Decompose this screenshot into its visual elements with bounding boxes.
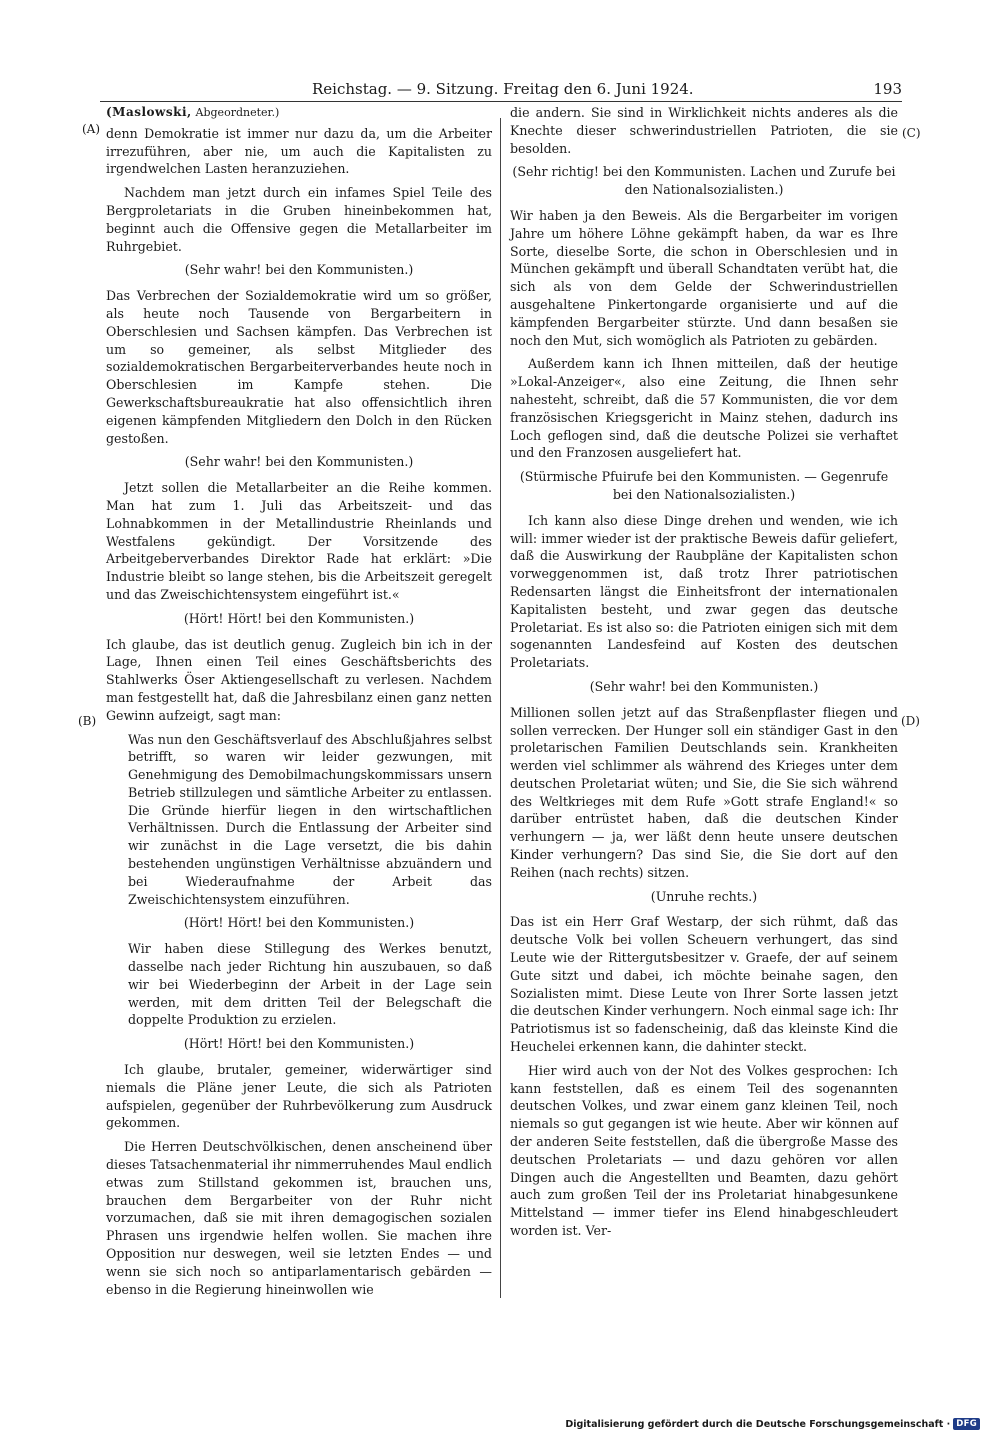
footer-credit <box>565 1418 980 1430</box>
speaker-line <box>106 104 492 122</box>
column-divider <box>500 118 501 1298</box>
interjection: (Hört! Hört! bei den Kommunisten.) <box>183 610 415 626</box>
interjection: (Stürmische Pfuirufe bei den Kommunisten. — Gegenrufe bei den Nationalsozialisten.) <box>519 469 889 502</box>
dfg-logo: DFG <box>953 1418 980 1430</box>
paragraph: denn Demokratie ist immer nur dazu da, um die Arbeiter irrezuführen, aber nie, um auch die Kapitalisten zu irgendwelchen Lasten heranzuziehen. <box>106 125 492 177</box>
interjection: (Sehr wahr! bei den Kommunisten.) <box>184 454 414 470</box>
interjection: (Sehr wahr! bei den Kommunisten.) <box>589 678 819 694</box>
paragraph: Das ist ein Herr Graf Westarp, der sich rühmt, daß das deutsche Volk bei vollen Scheuern verhungert, das sind Leute wie der Rittergutsbesitzer v. Graefe, der auf seinem Gute sitzt und dabei, ich möchte beinahe sagen, den Sozialisten mimt. Diese Leute von Ihrer Sorte lassen jetzt die deutschen Kinder verhungern. Noch einmal sage ich: Ihr Patriotismus ist so fadenscheinig, daß das kleinste Kind die Heuchelei erkennen kann, die dahinter steckt. <box>510 914 898 1055</box>
paragraph: Millionen sollen jetzt auf das Straßenpflaster fliegen und sollen verrecken. Der Hunger soll ein ständiger Gast in den proletarischen Familien Deutschlands sein. Krankheiten werden viel schlimmer als während des Krieges unter dem deutschen Proletariat wüten; und Sie, die Sie sich während des Weltkrieges mit dem Rufe »Gott strafe England!« so darüber entrüstet haben, daß die deutschen Kinder verhungern — ja, wer läßt denn heute unsere deutschen Kinder verhungern? Das sind Sie, die Sie dort auf den Reihen (nach rechts) sitzen. <box>510 704 898 880</box>
interjection: (Unruhe rechts.) <box>650 888 758 904</box>
margin-marker-c: (C) <box>902 126 921 140</box>
paragraph: Die Herren Deutschvölkischen, denen anscheinend über dieses Tatsachenmaterial ihr nimmerruhendes Maul endlich etwas zum Stillstand gekommen ist, brauchen uns, brauchen dem Bergarbeiter von der Ruhr nicht vorzumachen, daß sie mit ihren demagogischen sozialen Phrasen uns irgendwie helfen wollen. Sie machen ihre Opposition nur deswegen, weil sie letzten Endes — und wenn sie sich noch so antiparlamentarisch gebärden — ebenso in die Regierung hineinwollen wie <box>106 1139 492 1297</box>
footer-text: Digitalisierung gefördert durch die Deutsche Forschungsgemeinschaft · <box>565 1418 951 1430</box>
block-quote: Wir haben diese Stillegung des Werkes benutzt, dasselbe nach jeder Richtung hin auszubauen, so daß wir bei Wiederbeginn der Arbeit in der Lage sein werden, mit dem dritten Teil der Belegschaft die doppelte Produktion zu erzielen. <box>128 941 492 1028</box>
paragraph: Jetzt sollen die Metallarbeiter an die Reihe kommen. Man hat zum 1. Juli das Arbeitszeit- und das Lohnabkommen in der Metallindustrie Rheinlands und Westfalens gekündigt. Der Vorsitzende des Arbeitgeberverbandes Direktor Rade hat erklärt: »Die Industrie bleibt so lange stehen, bis die Arbeitszeit geregelt und das Zweischichtensystem eingeführt ist.« <box>106 480 492 602</box>
speaker-name: (Maslowski, <box>106 105 192 119</box>
header-rule <box>100 101 902 102</box>
interjection: (Hört! Hört! bei den Kommunisten.) <box>183 915 415 931</box>
block-quote: Was nun den Geschäftsverlauf des Abschlußjahres selbst betrifft, so waren wir leider gezwungen, mit Genehmigung des Demobilmachungskommissars unsern Betrieb stillzulegen und sämtliche Arbeiter zu entlassen. Die Gründe hierfür liegen in den wirtschaftlichen Verhältnissen. Durch die Entlassung der Arbeiter sind wir zunächst in die Lage versetzt, die bis dahin bestehenden ungünstigen Verhältnisse abzuändern und bei Wiederaufnahme der Arbeit das Zweischichtensystem einzuführen. <box>128 731 492 907</box>
margin-marker-b: (B) <box>78 714 97 728</box>
paragraph: Außerdem kann ich Ihnen mitteilen, daß der heutige »Lokal-Anzeiger«, also eine Zeitung, die Ihnen sehr nahesteht, schreibt, daß die 57 Kommunisten, die vor dem französischen Kriegsgericht in Mainz stehen, dadurch ins Loch geflogen sind, daß die deutsche Polizei sie verhaftet und den Franzosen ausgeliefert hat. <box>510 356 898 461</box>
interjection: (Sehr richtig! bei den Kommunisten. Lachen und Zurufe bei den Nationalsozialisten.) <box>512 164 896 198</box>
margin-marker-a: (A) <box>82 122 101 136</box>
margin-marker-d: (D) <box>901 714 920 728</box>
paragraph: Wir haben ja den Beweis. Als die Bergarbeiter im vorigen Jahre um höhere Löhne gekämpft haben, da war es Ihre Sorte, dieselbe Sorte, die schon in Oberschlesien und in München gekämpft und überall Schandtaten verübt hat, die sich als von dem Gelde der Schwerindustriellen ausgehaltene Pinkertongarde organisierte und auf die kämpfenden Bergarbeiter stürzte. Und dann besaßen sie noch den Mut, sich womöglich als Patrioten zu gebärden. <box>510 207 898 348</box>
interjection: (Sehr wahr! bei den Kommunisten.) <box>184 262 414 278</box>
right-column <box>510 104 898 1246</box>
paragraph: Das Verbrechen der Sozialdemokratie wird um so größer, als heute noch Tausende von Bergarbeitern in Oberschlesien und Sachsen kämpfen. Das Verbrechen ist um so gemeiner, als selbst Mitglieder des sozialdemokratischen Bergarbeiterverbandes heute noch in Oberschlesien im Kampfe stehen. Die Gewerkschaftsbureaukratie hat also offensichtlich ihren eigenen kämpfenden Mitgliedern den Dolch in den Rücken gestoßen. <box>106 288 492 446</box>
paragraph: Ich glaube, brutaler, gemeiner, widerwärtiger sind niemals die Pläne jener Leute, die sich als Patrioten aufspielen, gegenüber der Ruhrbevölkerung zum Ausdruck gekommen. <box>106 1062 492 1131</box>
paragraph: Ich kann also diese Dinge drehen und wenden, wie ich will: immer wieder ist der praktische Beweis dafür geliefert, daß die Auswirkung der Raubpläne der Kapitalisten schon vorweggenommen ist, daß trotz Ihrer patriotischen Redensarten längst die Einheitsfront der internationalen Kapitalisten besteht, und zwar gegen das deutsche Proletariat. Es ist also so: die Patrioten einigen sich mit dem sogenannten Landesfeind auf Kosten des deutschen Proletariats. <box>510 512 898 671</box>
page-number: 193 <box>873 80 902 98</box>
paragraph: die andern. Sie sind in Wirklichkeit nichts anderes als die Knechte dieser schwerindustriellen Patrioten, die sie besolden. <box>510 105 898 156</box>
paragraph: Hier wird auch von der Not des Volkes gesprochen: Ich kann feststellen, daß es einem Teil des sogenannten deutschen Volkes, und zwar einem ganz kleinen Teil, noch niemals so gut gegangen ist wie heute. Aber wir können auf der anderen Seite feststellen, daß die übergroße Masse des deutschen Proletariats — und dazu gehören vor allen Dingen auch die Angestellten und Beamten, dazu gehört auch zum großen Teil der ins Proletariat hinabgesunkene Mittelstand — immer tiefer ins Elend hinabgeschleudert worden ist. Ver- <box>510 1062 898 1239</box>
running-head: Reichstag. — 9. Sitzung. Freitag den 6. Juni 1924. <box>312 80 694 98</box>
interjection: (Hört! Hört! bei den Kommunisten.) <box>183 1036 415 1052</box>
speaker-role: Abgeordneter.) <box>195 106 280 119</box>
left-column <box>106 104 492 1304</box>
paragraph: Ich glaube, das ist deutlich genug. Zugleich bin ich in der Lage, Ihnen einen Teil eines Geschäftsberichts des Stahlwerks Öser Aktiengesellschaft zu verlesen. Nachdem man festgestellt hat, daß die Jahresbilanz einen ganz netten Gewinn aufzeigt, sagt man: <box>106 636 492 723</box>
paragraph: Nachdem man jetzt durch ein infames Spiel Teile des Bergproletariats in die Gruben hineinbekommen hat, beginnt auch die Offensive gegen die Metallarbeiter im Ruhrgebiet. <box>106 185 492 254</box>
